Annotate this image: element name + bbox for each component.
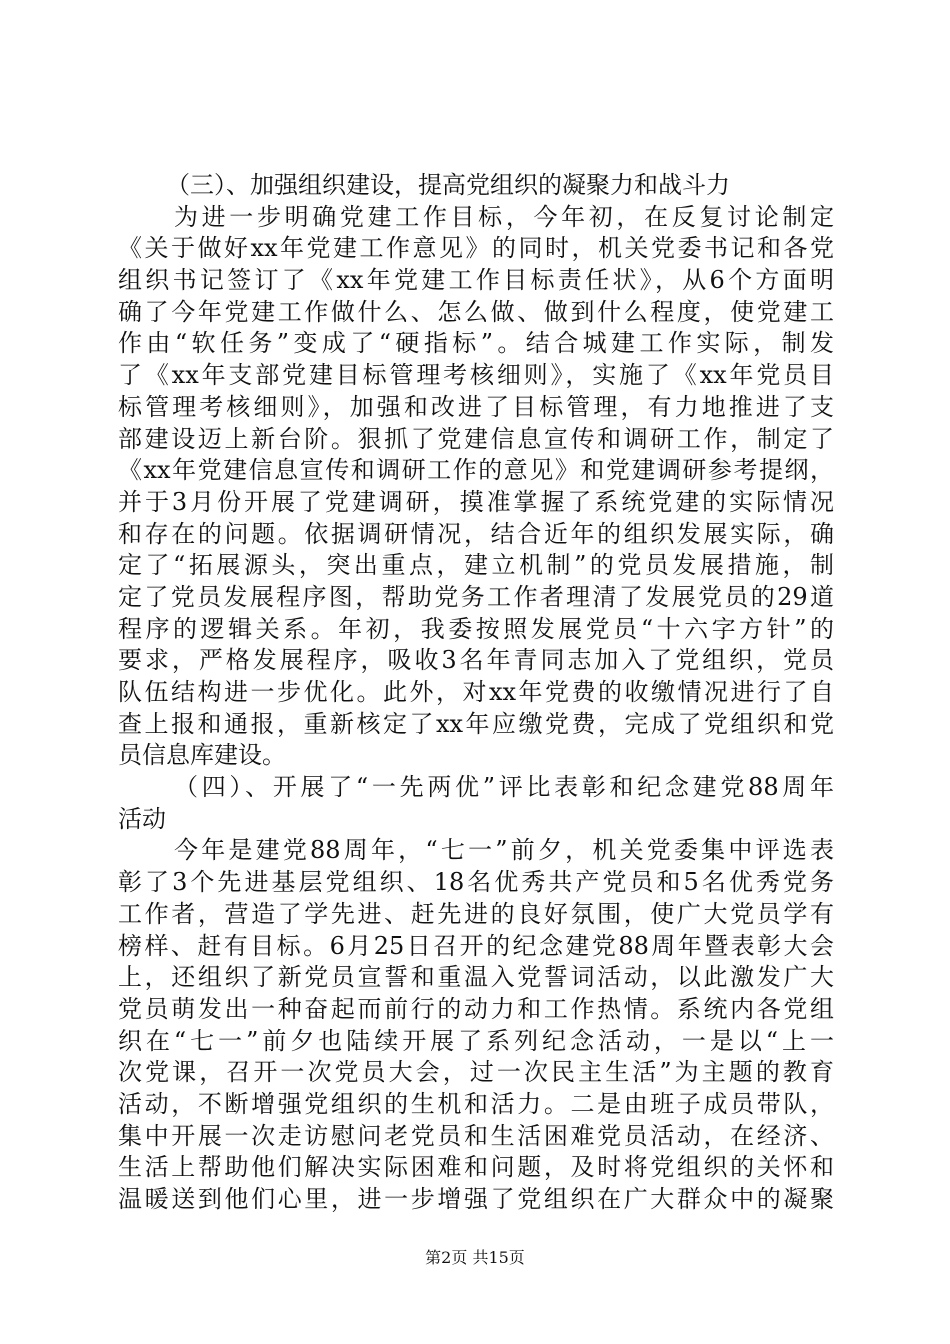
text-line: 并于3月份开展了党建调研，摸准掌握了系统党建的实际情况 — [118, 487, 834, 516]
text-line: （三）、加强组织建设，提高党组织的凝聚力和战斗力 — [166, 171, 730, 199]
text-line: 上，还组织了新党员宣誓和重温入党誓词活动，以此激发广大 — [118, 963, 834, 992]
text-line: 部建设迈上新台阶。狠抓了党建信息宣传和调研工作，制定了 — [118, 424, 834, 453]
text-line: 和存在的问题。依据调研情况，结合近年的组织发展实际，确 — [118, 519, 834, 548]
text-line: 标管理考核细则》，加强和改进了目标管理，有力地推进了支 — [118, 392, 834, 421]
text-line: 《xx年党建信息宣传和调研工作的意见》和党建调研参考提纲， — [118, 456, 834, 485]
text-line: 工作者，营造了学先进、赶先进的良好氛围，使广大党员学有 — [118, 899, 834, 928]
text-line: 了《xx年支部党建目标管理考核细则》，实施了《xx年党员目 — [118, 361, 834, 390]
text-line: 织在“七一”前夕也陆续开展了系列纪念活动，一是以“上一 — [118, 1026, 834, 1055]
text-line: （四）、开展了“一先两优”评比表彰和纪念建党88周年 — [174, 773, 834, 802]
text-line: 员信息库建设。 — [118, 741, 286, 770]
text-line: 队伍结构进一步优化。此外，对xx年党费的收缴情况进行了自 — [118, 678, 834, 706]
text-line: 《关于做好xx年党建工作意见》的同时，机关党委书记和各党 — [118, 234, 834, 263]
text-line: 定了党员发展程序图，帮助党务工作者理清了发展党员的29道 — [118, 582, 834, 611]
text-line: 查上报和通报，重新核定了xx年应缴党费，完成了党组织和党 — [118, 709, 834, 738]
text-line: 活动，不断增强党组织的生机和活力。二是由班子成员带队， — [118, 1089, 834, 1118]
document-body — [118, 170, 834, 1216]
text-line: 集中开展一次走访慰问老党员和生活困难党员活动，在经济、 — [118, 1121, 834, 1150]
text-line: 为进一步明确党建工作目标，今年初，在反复讨论制定 — [174, 202, 834, 231]
text-line: 定了“拓展源头，突出重点，建立机制”的党员发展措施，制 — [118, 551, 834, 580]
text-line: 组织书记签订了《xx年党建工作目标责任状》，从6个方面明 — [118, 266, 834, 295]
text-line: 确了今年党建工作做什么、怎么做、做到什么程度，使党建工 — [118, 297, 834, 326]
text-line: 作由“软任务”变成了“硬指标”。结合城建工作实际，制发 — [118, 329, 834, 358]
text-line: 要求，严格发展程序，吸收3名年青同志加入了党组织，党员 — [118, 646, 834, 675]
text-line: 党员萌发出一种奋起而前行的动力和工作热情。系统内各党组 — [118, 994, 834, 1023]
text-line: 今年是建党88周年，“七一”前夕，机关党委集中评选表 — [174, 836, 834, 865]
text-line: 活动 — [118, 804, 166, 833]
text-line: 温暖送到他们心里，进一步增强了党组织在广大群众中的凝聚 — [118, 1185, 834, 1213]
text-line: 次党课，召开一次党员大会，过一次民主生活”为主题的教育 — [118, 1058, 834, 1087]
text-line: 程序的逻辑关系。年初，我委按照发展党员“十六字方针”的 — [118, 614, 834, 643]
text-line: 彰了3个先进基层党组织、18名优秀共产党员和5名优秀党务 — [118, 868, 834, 897]
text-line: 榜样、赶有目标。6月25日召开的纪念建党88周年暨表彰大会 — [118, 931, 834, 960]
text-line: 生活上帮助他们解决实际困难和问题，及时将党组织的关怀和 — [118, 1153, 834, 1182]
page-footer: 第2页 共15页 — [425, 1248, 525, 1267]
